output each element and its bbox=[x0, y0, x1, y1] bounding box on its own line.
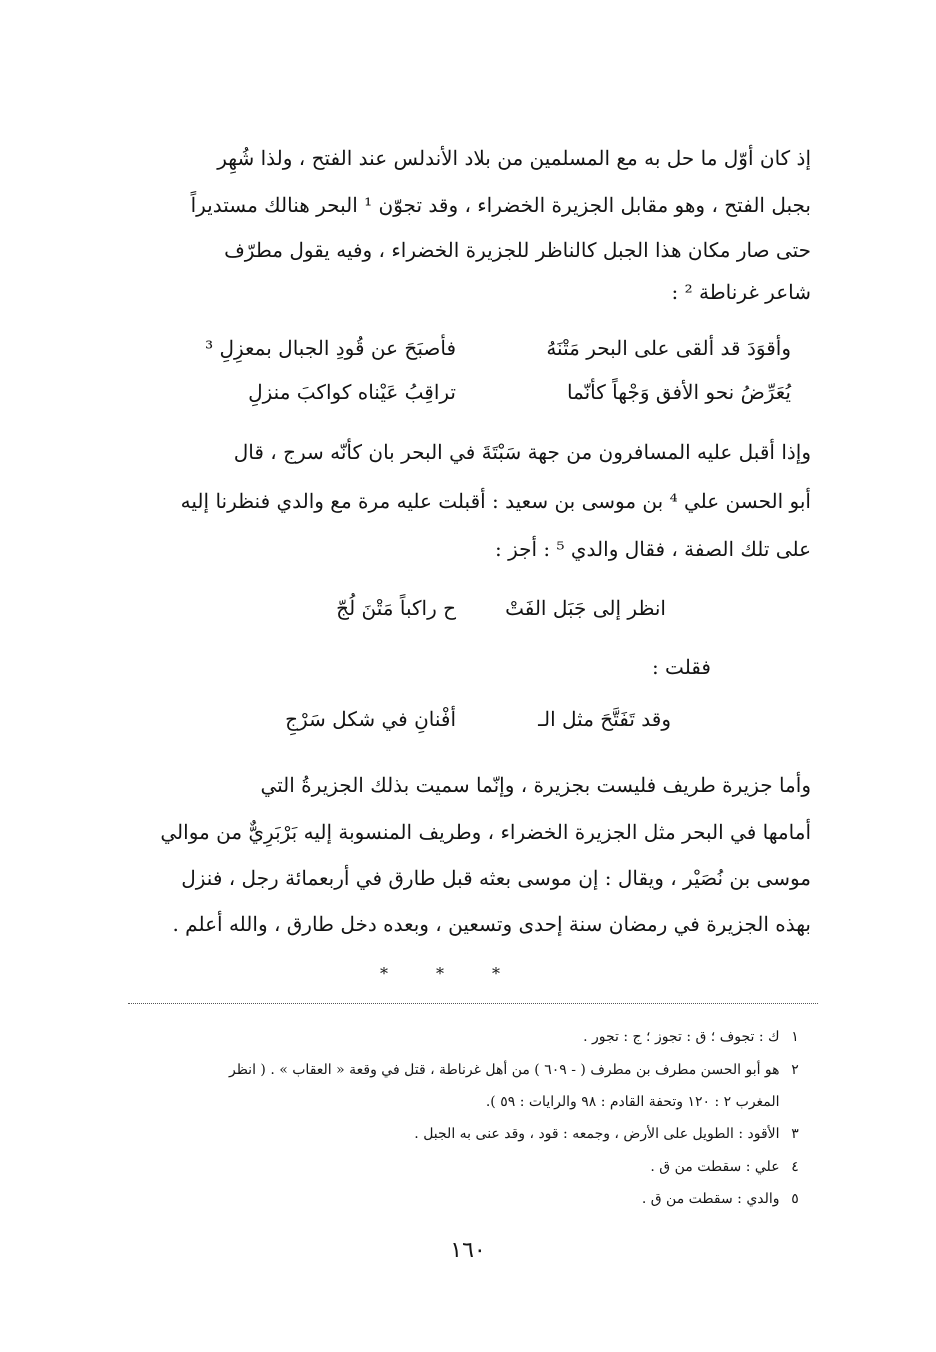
paragraph2-line3: على تلك الصفة ، فقال والدي ⁵ : أجز : bbox=[494, 537, 811, 561]
page-number: ١٦٠ bbox=[450, 1238, 486, 1263]
paragraph1-line2: بجبل الفتح ، وهو مقابل الجزيرة الخضراء ، وقد تجوّن ¹ البحر هنالك مستديراً bbox=[190, 193, 811, 217]
section-divider-stars bbox=[380, 964, 500, 983]
footnote-3 bbox=[414, 1126, 806, 1142]
paragraph3-line1: وأما جزيرة طريف فليست بجزيرة ، وإنّما سميت بذلك الجزيرةُ التي bbox=[260, 773, 811, 797]
footnote-text: الأقود : الطويل على الأرض ، وجمعه : قود ، وقد عنى به الجبل . bbox=[414, 1126, 780, 1142]
hemistich2-first-half: وقد تَفَتَّحَ مثل الـ bbox=[538, 707, 671, 731]
verse1-line2-second-hemistich: تراقِبُ عَيْناه كواكبَ منزلِ bbox=[248, 380, 456, 404]
footnote-2-continued bbox=[486, 1094, 806, 1110]
paragraph1-line3: حتى صار مكان هذا الجبل كالناظر للجزيرة الخضراء ، وفيه يقول مطرّف bbox=[224, 238, 811, 262]
paragraph3-line2: أمامها في البحر مثل الجزيرة الخضراء ، وطريف المنسوبة إليه بَرْبَرِيٌّ من موالي bbox=[160, 820, 811, 844]
footnote-text: والدي : سقطت من ق . bbox=[641, 1191, 780, 1207]
paragraph3-line4: بهذه الجزيرة في رمضان سنة إحدى وتسعين ، وبعده دخل طارق ، والله أعلم . bbox=[172, 912, 811, 936]
footnote-number: ١ bbox=[791, 1029, 799, 1045]
verse1-line1-second-hemistich: فأصبَحَ عن قُودِ الجبال بمعزِلِ ³ bbox=[205, 336, 456, 360]
hemistich2-second-half: أفْنانِ في شكل سَرْجِ bbox=[285, 707, 456, 731]
footnote-number: ٥ bbox=[791, 1191, 799, 1207]
star-icon: * bbox=[380, 964, 388, 983]
footnote-4 bbox=[650, 1159, 806, 1175]
footnote-text: علي : سقطت من ق . bbox=[650, 1159, 780, 1175]
paragraph2-line2: أبو الحسن علي ⁴ بن موسى بن سعيد : أقبلت عليه مرة مع والدي فنظرنا إليه bbox=[180, 489, 811, 513]
star-icon: * bbox=[436, 964, 444, 983]
paragraph1-line4: شاعر غرناطة ² : bbox=[671, 280, 811, 304]
fa-qult-label: فقلت : bbox=[651, 655, 711, 679]
footnote-2 bbox=[229, 1062, 806, 1078]
paragraph3-line3: موسى بن نُصَيْر ، ويقال : إن موسى بعثه قبل طارق في أربعمائة رجل ، فنزل bbox=[181, 866, 811, 890]
footnote-text: المغرب ٢ : ١٢٠ وتحفة القادم : ٩٨ والرايات : ٥٩ ). bbox=[485, 1094, 780, 1110]
footnote-1 bbox=[583, 1029, 806, 1045]
footnote-number: ٤ bbox=[791, 1159, 799, 1175]
footnote-text: ك : تجوف ؛ ق : تجوز ؛ ج : تجور . bbox=[583, 1029, 780, 1045]
verse1-line1-first-hemistich: وأقوَدَ قد ألقى على البحر مَتْنَهُ bbox=[546, 336, 791, 360]
footnote-number: ٢ bbox=[791, 1062, 799, 1078]
verse1-line2-first-hemistich: يُعَرِّضُ نحو الأفق وَجْهاً كأنّما bbox=[566, 380, 791, 404]
footnote-separator bbox=[128, 1003, 818, 1004]
paragraph2-line1: وإذا أقبل عليه المسافرون من جهة سَبْتَةَ في البحر بان كأنّه سرج ، قال bbox=[233, 440, 811, 464]
paragraph1-line1: إذ كان أوّل ما حل به مع المسلمين من بلاد الأندلس عند الفتح ، ولذا شُهِر bbox=[217, 146, 811, 170]
footnote-text: هو أبو الحسن مطرف بن مطرف ( - ٦٠٩ ) من أهل غرناطة ، قتل في وقعة « العقاب » . ( انظر bbox=[228, 1062, 780, 1078]
footnote-number: ٣ bbox=[791, 1126, 799, 1142]
hemistich1-second-half: ح راكباً مَتْنَ لُجّ bbox=[336, 596, 456, 620]
hemistich1-first-half: انظر إلى جَبَل الفَتْ bbox=[505, 596, 666, 620]
footnote-5 bbox=[642, 1191, 806, 1207]
star-icon: * bbox=[492, 964, 500, 983]
